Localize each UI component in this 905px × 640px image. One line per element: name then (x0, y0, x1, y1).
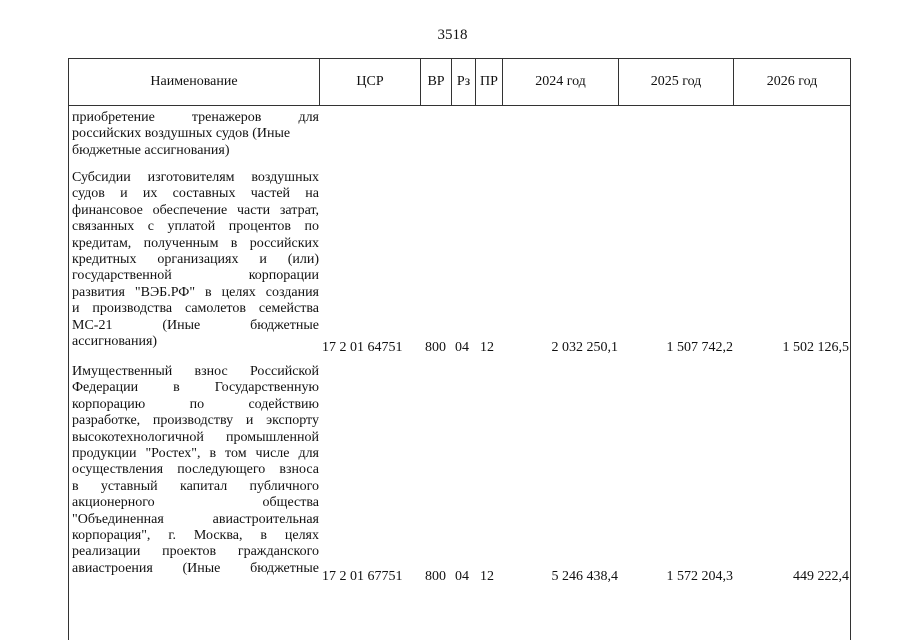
row-2-name-line: высокотехнологичной промышленной (72, 429, 319, 445)
row-2-name (72, 364, 319, 577)
row-2-name-line: "Объединенная авиастроительная (72, 511, 319, 527)
row-2-name-line: продукции "Ростех", в том числе для (72, 446, 319, 462)
header-name: Наименование (150, 74, 238, 89)
row-2-name-line: реализации проектов гражданского (72, 544, 319, 560)
row-1-name-line: судов и их составных частей на (72, 186, 319, 202)
row-0-name (72, 110, 319, 159)
header-vr: ВР (420, 59, 451, 105)
row-2-name-line: акционерного общества (72, 495, 319, 511)
row-1-name-line: финансовое обеспечение части затрат, (72, 202, 319, 218)
row-1-2026: 1 502 126,5 (782, 340, 849, 355)
table-left-border (68, 106, 69, 640)
row-1-2025: 1 507 742,2 (666, 340, 733, 355)
row-1-name-line: МС-21 (Иные бюджетные (72, 317, 319, 333)
row-1-vr: 800 (425, 340, 446, 355)
row-1-csr: 17 2 01 64751 (322, 340, 403, 355)
row-2-name-line: Имущественный взнос Российской (72, 364, 319, 379)
header-rz: Рз (451, 59, 475, 105)
table-header (68, 58, 851, 106)
row-2-name-line: корпорация", г. Москва, в целях (72, 528, 319, 544)
row-2-name-line: корпорацию по содействию (72, 396, 319, 412)
page-number: 3518 (437, 27, 468, 43)
row-1-name-line: и производства самолетов семейства (72, 301, 319, 317)
row-1-name-line: государственной корпорации (72, 268, 319, 284)
row-2-2026: 449 222,4 (793, 569, 849, 584)
row-2-name-line: осуществления последующего взноса (72, 462, 319, 478)
row-2-vr: 800 (425, 569, 446, 584)
row-1-name-line: развития "ВЭБ.РФ" в целях создания (72, 284, 319, 300)
row-1-2024: 2 032 250,1 (551, 340, 618, 355)
row-2-2024: 5 246 438,4 (551, 569, 618, 584)
row-2-pr: 12 (480, 569, 494, 584)
row-2-name-line: разработке, производству и экспорту (72, 413, 319, 429)
row-2-rz: 04 (455, 569, 469, 584)
row-2-csr: 17 2 01 67751 (322, 569, 403, 584)
header-2026: 2026 год (733, 59, 850, 105)
row-1-name-line: связанных с уплатой процентов по (72, 219, 319, 235)
header-2024: 2024 год (502, 59, 618, 105)
row-0-name-line: бюджетные ассигнования) (72, 142, 230, 158)
row-1-pr: 12 (480, 340, 494, 355)
row-0-name-line: российских воздушных судов (Иные (72, 126, 291, 142)
row-1-rz: 04 (455, 340, 469, 355)
row-2-name-line: авиастроения (Иные бюджетные (72, 560, 319, 576)
row-1-name-line: ассигнования) (72, 334, 158, 350)
header-csr: ЦСР (319, 59, 420, 105)
row-1-name-line: кредитам, полученным в российских (72, 235, 319, 251)
table-right-border (850, 106, 851, 640)
header-pr: ПР (475, 59, 502, 105)
row-2-name-line: Федерации в Государственную (72, 380, 319, 396)
row-2-2025: 1 572 204,3 (666, 569, 733, 584)
row-1-name (72, 170, 319, 350)
row-1-name-line: кредитных организациях и (или) (72, 252, 319, 268)
header-2025: 2025 год (618, 59, 733, 105)
row-0-name-line: приобретение тренажеров для (72, 110, 319, 125)
row-1-name-line: Субсидии изготовителям воздушных (72, 170, 319, 185)
row-2-name-line: в уставный капитал публичного (72, 478, 319, 494)
